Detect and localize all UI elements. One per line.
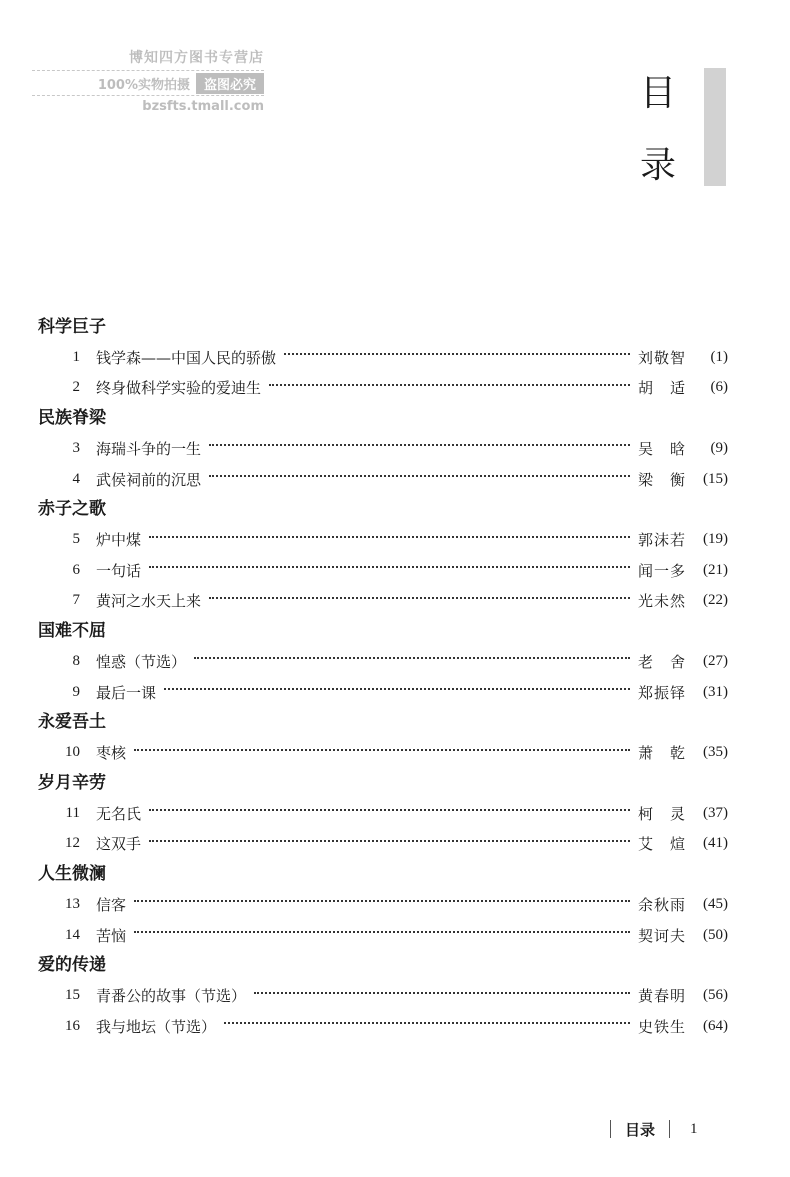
entry-number: 14 xyxy=(65,926,80,943)
entry-number: 7 xyxy=(72,592,80,609)
entry-number: 3 xyxy=(72,439,80,456)
toc-entry[interactable] xyxy=(38,464,728,495)
section-heading: 岁月辛劳 xyxy=(38,772,106,793)
leader-dots xyxy=(209,597,630,599)
toc-entry[interactable] xyxy=(38,524,728,555)
entry-title: 海瑞斗争的一生 xyxy=(96,439,202,458)
entry-page: (27) xyxy=(703,652,728,669)
entry-page: (41) xyxy=(703,835,728,852)
toc-entry[interactable] xyxy=(38,586,728,617)
section-heading: 民族脊梁 xyxy=(38,408,106,429)
toc-entry[interactable] xyxy=(38,342,728,373)
entry-number: 15 xyxy=(65,987,80,1004)
entry-title: 这双手 xyxy=(96,835,142,854)
entry-number: 10 xyxy=(65,744,80,761)
section-heading: 科学巨子 xyxy=(38,317,106,337)
entry-page: (21) xyxy=(703,561,728,578)
entry-number: 8 xyxy=(72,652,80,669)
watermark-store-name: 博知四方图书专营店 xyxy=(129,50,264,66)
title-decoration-bar xyxy=(704,68,726,186)
entry-number: 16 xyxy=(65,1017,80,1034)
entry-author: 老 舍 xyxy=(637,652,686,671)
toc-entry[interactable] xyxy=(38,433,728,464)
leader-dots xyxy=(149,566,630,568)
section-heading: 赤子之歌 xyxy=(38,499,106,520)
entry-page: (19) xyxy=(703,531,728,548)
entry-number: 12 xyxy=(65,835,80,852)
entry-title: 炉中煤 xyxy=(96,531,142,550)
section-heading: 永爱吾土 xyxy=(38,712,106,733)
watermark-divider-2 xyxy=(32,95,264,96)
section-heading: 人生微澜 xyxy=(38,864,106,885)
toc-entry[interactable] xyxy=(38,889,728,920)
leader-dots xyxy=(164,688,630,690)
entry-author: 郭沫若 xyxy=(637,531,686,550)
toc-entry[interactable] xyxy=(38,677,728,708)
leader-dots xyxy=(269,384,630,386)
entry-title: 青番公的故事（节选） xyxy=(96,987,247,1006)
page-title-char-1: 目 xyxy=(639,73,676,114)
entry-number: 9 xyxy=(72,683,80,700)
toc-entry[interactable] xyxy=(38,1011,728,1042)
section-heading: 国难不屈 xyxy=(38,621,106,642)
footer-title: 目录 xyxy=(625,1120,656,1139)
entry-page: (35) xyxy=(703,744,728,761)
entry-number: 6 xyxy=(72,561,80,578)
entry-page: (6) xyxy=(710,379,728,396)
watermark-row xyxy=(32,73,264,93)
entry-title: 黄河之水天上来 xyxy=(96,592,202,611)
entry-author: 梁 衡 xyxy=(637,470,686,489)
entry-number: 1 xyxy=(72,348,80,365)
entry-page: (22) xyxy=(703,592,728,609)
entry-author: 闻一多 xyxy=(637,561,686,580)
leader-dots xyxy=(149,536,630,538)
entry-author: 刘敬智 xyxy=(637,348,686,367)
entry-author: 郑振铎 xyxy=(637,683,686,702)
leader-dots xyxy=(209,475,630,477)
leader-dots xyxy=(149,840,630,842)
leader-dots xyxy=(284,353,630,355)
page-title-char-2: 录 xyxy=(639,145,676,186)
entry-author: 胡 适 xyxy=(637,379,686,398)
leader-dots xyxy=(224,1022,630,1024)
entry-page: (56) xyxy=(703,987,728,1004)
leader-dots xyxy=(254,992,630,994)
page-footer xyxy=(610,1118,698,1140)
entry-number: 11 xyxy=(65,804,80,821)
entry-author: 余秋雨 xyxy=(637,895,686,914)
toc-entry[interactable] xyxy=(38,829,728,860)
entry-title: 武侯祠前的沉思 xyxy=(96,470,202,489)
entry-number: 13 xyxy=(65,895,80,912)
entry-page: (50) xyxy=(703,926,728,943)
entry-title: 无名氏 xyxy=(96,804,142,823)
watermark-notice: 盗图必究 xyxy=(196,73,264,94)
toc-entry[interactable] xyxy=(38,737,728,768)
entry-page: (1) xyxy=(710,348,728,365)
entry-title: 苦恼 xyxy=(96,926,127,945)
leader-dots xyxy=(149,809,630,811)
entry-number: 5 xyxy=(72,531,80,548)
entry-title: 信客 xyxy=(96,895,127,914)
entry-page: (15) xyxy=(703,470,728,487)
watermark-url: bzsfts.tmall.com xyxy=(142,99,264,114)
leader-dots xyxy=(194,657,630,659)
entry-author: 光未然 xyxy=(637,592,686,611)
leader-dots xyxy=(134,749,630,751)
entry-author: 黄春明 xyxy=(637,987,686,1006)
entry-page: (9) xyxy=(710,439,728,456)
toc-entry[interactable] xyxy=(38,555,728,586)
entry-page: (31) xyxy=(703,683,728,700)
entry-title: 我与地坛（节选） xyxy=(96,1017,217,1036)
entry-title: 钱学森——中国人民的骄傲 xyxy=(96,348,277,367)
section-heading: 爱的传递 xyxy=(38,955,106,976)
leader-dots xyxy=(134,900,630,902)
leader-dots xyxy=(209,444,630,446)
leader-dots xyxy=(134,931,630,933)
entry-author: 柯 灵 xyxy=(637,804,686,823)
entry-author: 吴 晗 xyxy=(637,439,686,458)
entry-number: 4 xyxy=(72,470,80,487)
entry-title: 最后一课 xyxy=(96,683,157,702)
entry-title: 惶惑（节选） xyxy=(96,652,187,671)
entry-author: 艾 煊 xyxy=(637,835,686,854)
entry-title: 枣核 xyxy=(96,744,127,763)
toc-entry[interactable] xyxy=(38,980,728,1011)
entry-title: 一句话 xyxy=(96,561,142,580)
entry-author: 契诃夫 xyxy=(637,926,686,945)
watermark-divider xyxy=(32,70,264,71)
watermark xyxy=(32,48,264,116)
entry-author: 史铁生 xyxy=(637,1017,686,1036)
entry-author: 萧 乾 xyxy=(637,744,686,763)
entry-page: (37) xyxy=(703,804,728,821)
toc-entry[interactable] xyxy=(38,920,728,951)
footer-page-number: 1 xyxy=(690,1120,698,1137)
entry-number: 2 xyxy=(72,379,80,396)
toc-entry[interactable] xyxy=(38,798,728,829)
table-of-contents xyxy=(38,312,728,1042)
entry-page: (64) xyxy=(703,1017,728,1034)
entry-page: (45) xyxy=(703,895,728,912)
toc-entry[interactable] xyxy=(38,646,728,677)
toc-entry[interactable] xyxy=(38,373,728,404)
watermark-photo-label: 100%实物拍摄 xyxy=(97,77,190,93)
entry-title: 终身做科学实验的爱迪生 xyxy=(96,379,262,398)
